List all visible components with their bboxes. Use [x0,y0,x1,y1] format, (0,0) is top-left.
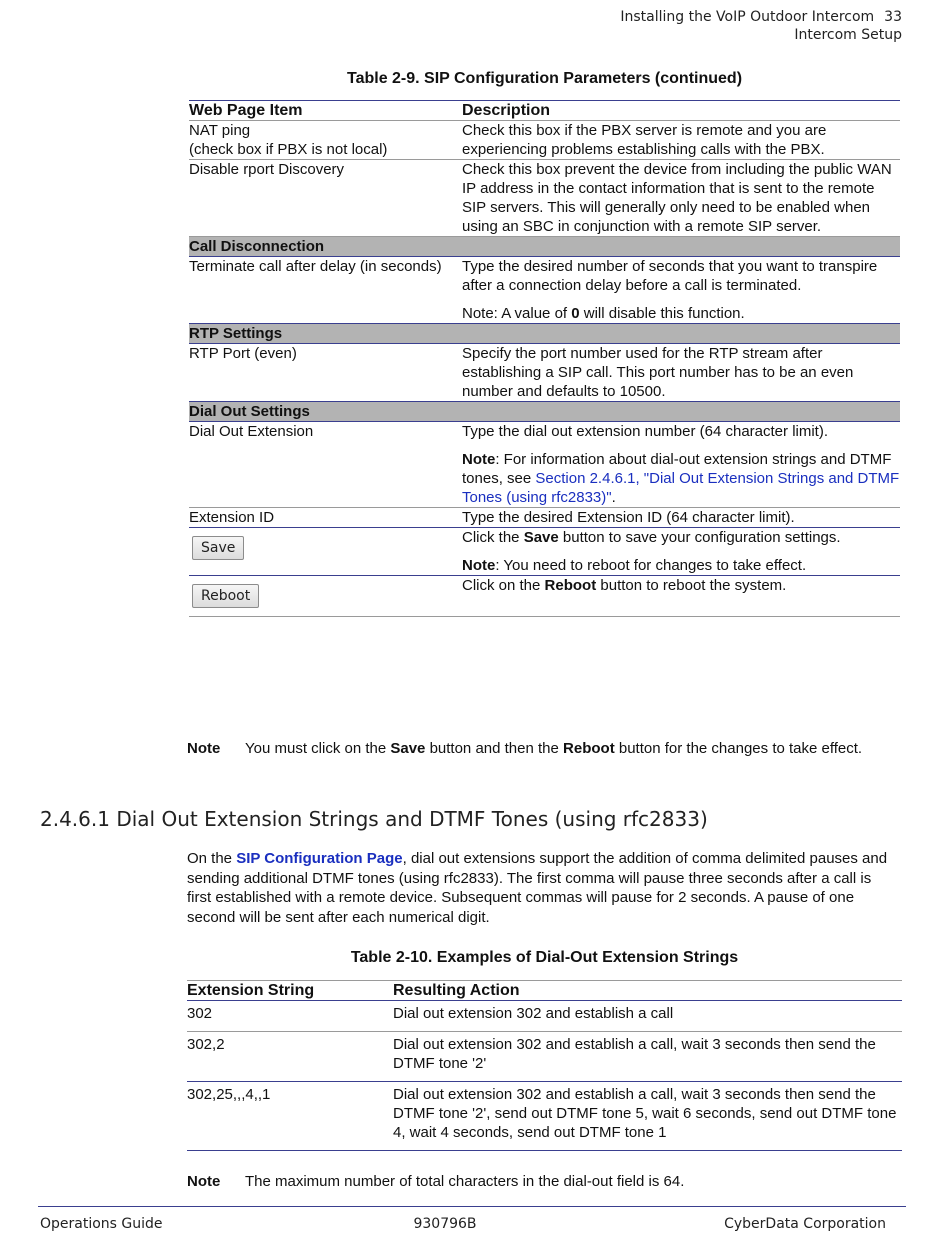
dial-out-examples-table [187,980,902,1151]
footer-doc-number: 930796B [413,1216,477,1232]
description: Check this box prevent the device from including the public WAN IP address in the contact information that is sent to the remote SIP servers. This will generally only need to be enabled when using an SBC in conjunction with a remote SIP server. [462,160,900,237]
note-text-part: button and then the [425,740,564,757]
item-sublabel: (check box if PBX is not local) [189,141,388,158]
description [462,528,900,576]
table-header-row [187,981,902,1001]
note-bold: Reboot [563,740,615,757]
section-row-dial-out-settings [189,402,900,422]
table-row [189,422,900,508]
note-label: Note [187,740,221,757]
body-paragraph [187,849,899,927]
save-button[interactable]: Save [192,536,244,560]
note-label: Note [187,1173,221,1190]
header-section: Intercom Setup [794,27,902,43]
note-text-part: You must click on the [245,740,391,757]
description-text: Type the dial out extension number (64 character limit). [462,423,829,440]
note-text: The maximum number of total characters in the dial-out field is 64. [245,1173,685,1190]
column-header: Resulting Action [393,981,902,1001]
desc-text: Click on the [462,577,545,594]
section-row-call-disconnection [189,237,900,257]
note-text: : For information about dial-out extension strings and DTMF tones, see [462,451,892,487]
column-header: Extension String [187,981,393,1001]
desc-text: button to reboot the system. [596,577,787,594]
sip-config-page-link[interactable]: SIP Configuration Page [236,850,403,867]
table-row [187,1032,902,1082]
note-text: Note: A value of [462,305,572,322]
note-label: Note [462,557,496,574]
footer-left: Operations Guide [40,1216,163,1232]
note-text: : You need to reboot for changes to take effect. [495,557,807,574]
table1-caption: Table 2-9. SIP Configuration Parameters (continued) [346,70,743,87]
table-row [189,528,900,576]
sip-config-table [189,100,900,617]
note-block [187,739,900,758]
extension-string: 302 [187,1001,393,1032]
resulting-action: Dial out extension 302 and establish a call [393,1001,902,1032]
page-number: 33 [884,9,902,25]
note-bold: Save [390,740,426,757]
table-row [189,160,900,237]
note-text: . [611,489,616,506]
description-note [462,556,900,575]
item-label: Extension ID [189,508,462,528]
para-text: On the [187,850,237,867]
extension-string: 302,2 [187,1032,393,1082]
note-block [187,1172,900,1191]
section-link[interactable]: Section 2.4.6.1, "Dial Out Extension Strings and DTMF Tones (using rfc2833)" [462,470,900,506]
running-header [620,9,902,26]
item-label: Dial Out Extension [189,422,462,508]
description: Specify the port number used for the RTP stream after establishing a SIP call. This port number has to be an even number and defaults to 10500. [462,344,900,402]
table2-caption: Table 2-10. Examples of Dial-Out Extension Strings [350,949,739,966]
footer-right: CyberData Corporation [724,1216,886,1232]
description [462,576,900,617]
desc-bold: Reboot [544,577,597,594]
description-text: Type the desired number of seconds that you want to transpire after a connection delay before a call is terminated. [462,258,878,294]
item-label: Disable rport Discovery [189,160,462,237]
table-row [189,508,900,528]
reboot-button[interactable]: Reboot [192,584,259,608]
extension-string: 302,25,,,4,,1 [187,1082,393,1151]
table-row [187,1001,902,1032]
desc-text: button to save your configuration settings. [558,529,841,546]
footer-rule [38,1206,906,1207]
table-row [187,1082,902,1151]
description-note [462,450,900,507]
section-heading: 2.4.6.1 Dial Out Extension Strings and DTMF Tones (using rfc2833) [40,807,708,831]
table-row [189,576,900,617]
note-text: will disable this function. [579,305,745,322]
table-row [189,121,900,160]
note-text [245,739,900,758]
column-header: Description [462,101,900,121]
section-label: Dial Out Settings [189,402,900,422]
item-nat-ping [189,121,462,160]
item-label: NAT ping [189,122,251,139]
note-label: Note [462,451,496,468]
description [462,257,900,324]
section-row-rtp-settings [189,324,900,344]
header-chapter: Installing the VoIP Outdoor Intercom [620,9,875,25]
description: Type the desired Extension ID (64 character limit). [462,508,900,528]
description [462,422,900,508]
item-label: RTP Port (even) [189,344,462,402]
item-label: Terminate call after delay (in seconds) [189,257,462,324]
desc-text: Click the [462,529,524,546]
column-header: Web Page Item [189,101,462,121]
para-text: , dial out extensions support the addition of comma delimited pauses and sending additional DTMF tones (using rfc2833). The first comma will pause three seconds after a call is first established with a remote device. Subsequent commas will pause for 2 seconds. A pause of one second will be sent after each numerical digit. [187,850,888,926]
description-note [462,304,900,323]
desc-bold: Save [523,529,559,546]
description: Check this box if the PBX server is remote and you are experiencing problems establishing calls with the PBX. [462,121,900,160]
section-label: Call Disconnection [189,237,900,257]
table-header-row [189,101,900,121]
table-row [189,344,900,402]
note-value: 0 [571,305,580,322]
resulting-action: Dial out extension 302 and establish a call, wait 3 seconds then send the DTMF tone '2', send out DTMF tone 5, wait 6 seconds, send out DTMF tone 4, wait 4 seconds, send out DTMF tone 1 [393,1082,902,1151]
item-reboot [189,576,462,617]
section-label: RTP Settings [189,324,900,344]
description-text [462,528,900,547]
note-text-part: button for the changes to take effect. [614,740,863,757]
table-row [189,257,900,324]
item-save [189,528,462,576]
resulting-action: Dial out extension 302 and establish a call, wait 3 seconds then send the DTMF tone '2' [393,1032,902,1082]
